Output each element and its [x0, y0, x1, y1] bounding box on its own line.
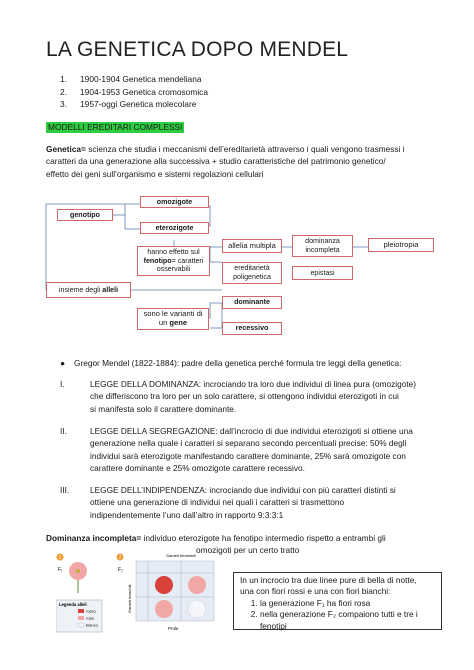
white-flower-icon [188, 600, 206, 618]
svg-text:F₁: F₁ [58, 567, 63, 573]
map-node-alleli: insieme degli alleli [46, 282, 131, 298]
map-node-fenotipo: hanno effetto sul fenotipo= caratteri osservabili [137, 246, 210, 276]
map-node-dominanza: dominanza incompleta [292, 235, 353, 257]
law-segregazione: II. LEGGE DELLA SEGREGAZIONE: dall’incrocio di due individui eterozigoti si ottiene una generazione nella quale i caratteri si separano secondo percentuali precise: 50% degli individui sarà eterozigote manifestando carattere dominante, 25% sarà omozigote con carattere dominante e 25% omozigote carattere recessivo. [60, 426, 413, 473]
map-node-omozigote: omozigote [140, 196, 209, 208]
svg-text:F₂: F₂ [118, 567, 123, 573]
map-node-dominante: dominante [222, 296, 282, 309]
note-box: In un incrocio tra due linee pure di bella di notte, una con fiori rossi e una con fiori bianchi: 1. la generazione F₁ ha fiori rosa 2. nella generazione F₂ compaiono tutti e tre i fenotipi [233, 572, 442, 630]
svg-text:Gameti maschili: Gameti maschili [127, 584, 132, 613]
map-node-allelia: allelia multipla [222, 239, 282, 253]
map-node-varianti: sono le varianti di un gene [137, 308, 209, 330]
map-node-recessivo: recessivo [222, 322, 282, 335]
pink-flower-icon [155, 600, 173, 618]
list-item: 2. 1904-1953 Genetica cromosomica [60, 86, 209, 97]
map-node-ereditarieta: ereditarietà poligenetica [222, 262, 282, 284]
section-heading: MODELLI EREDITARI COMPLESSI [48, 122, 183, 132]
law-indipendenza: III. LEGGE DELL’INDIPENDENZA: incrociando due individui con più caratteri distinti si ottiene una generazione di individui nei quali i caratteri si trasmettono indipendentemente l’uno dall’altro in rapporto 9:3:3:1 [60, 485, 396, 520]
map-node-pleiotropia: pleiotropia [368, 238, 434, 252]
punnett-figure [56, 553, 216, 633]
note-item: 2. nella generazione F₂ compaiono tutti e tre i fenotipi [260, 609, 435, 632]
list-item: 3. 1957-oggi Genetica molecolare [60, 99, 197, 110]
map-node-epistasi: epistasi [292, 266, 353, 280]
page-title: LA GENETICA DOPO MENDEL [46, 38, 349, 61]
svg-text:Gameti femminili: Gameti femminili [166, 553, 196, 558]
svg-text:Legenda alleli: Legenda alleli [59, 602, 87, 607]
mendel-bullet: ● Gregor Mendel (1822-1884): padre della genetica perché formula tre leggi della genetica: [60, 358, 402, 368]
svg-text:rosa: rosa [86, 615, 94, 621]
pink-flower-icon [188, 576, 206, 594]
svg-text:bianco: bianco [86, 622, 98, 628]
map-node-eterozigote: eterozigote [140, 222, 209, 234]
svg-text:Prole: Prole [168, 626, 179, 631]
svg-text:1: 1 [58, 555, 62, 561]
dominanza-incompleta-definition: Dominanza incompleta= individuo eterozigote ha fenotipo intermedio rispetto a entrambi gli omozigoti per un certo tratto [46, 533, 386, 555]
list-item: 1. 1900-1904 Genetica mendeliana [60, 74, 202, 84]
figure-panel-2 [117, 553, 215, 631]
map-node-genotipo: genotipo [57, 209, 113, 221]
red-flower-icon [155, 576, 173, 594]
genetica-definition: Genetica= scienza che studia i meccanismi dell’ereditarietà attraverso i quali vengono trasmessi i caratteri da una generazione alla successiva + studio caratteristiche del patrimonio genetico/ effetto dei geni sull’organismo e sistemi regolazioni cellulari [46, 144, 405, 179]
figure-panel-1 [56, 554, 102, 633]
note-item: 1. la generazione F₁ ha fiori rosa [260, 598, 435, 609]
law-dominanza: I. LEGGE DELLA DOMINANZA: incrociando tra loro due individui di linea pura (omozigote) che differiscono tra loro per un solo carattere, si ottengono individui eterozigoti in cui si manifesta solo il carattere dominante. [60, 379, 417, 414]
svg-text:rosso: rosso [86, 608, 96, 614]
svg-text:2: 2 [118, 555, 122, 561]
